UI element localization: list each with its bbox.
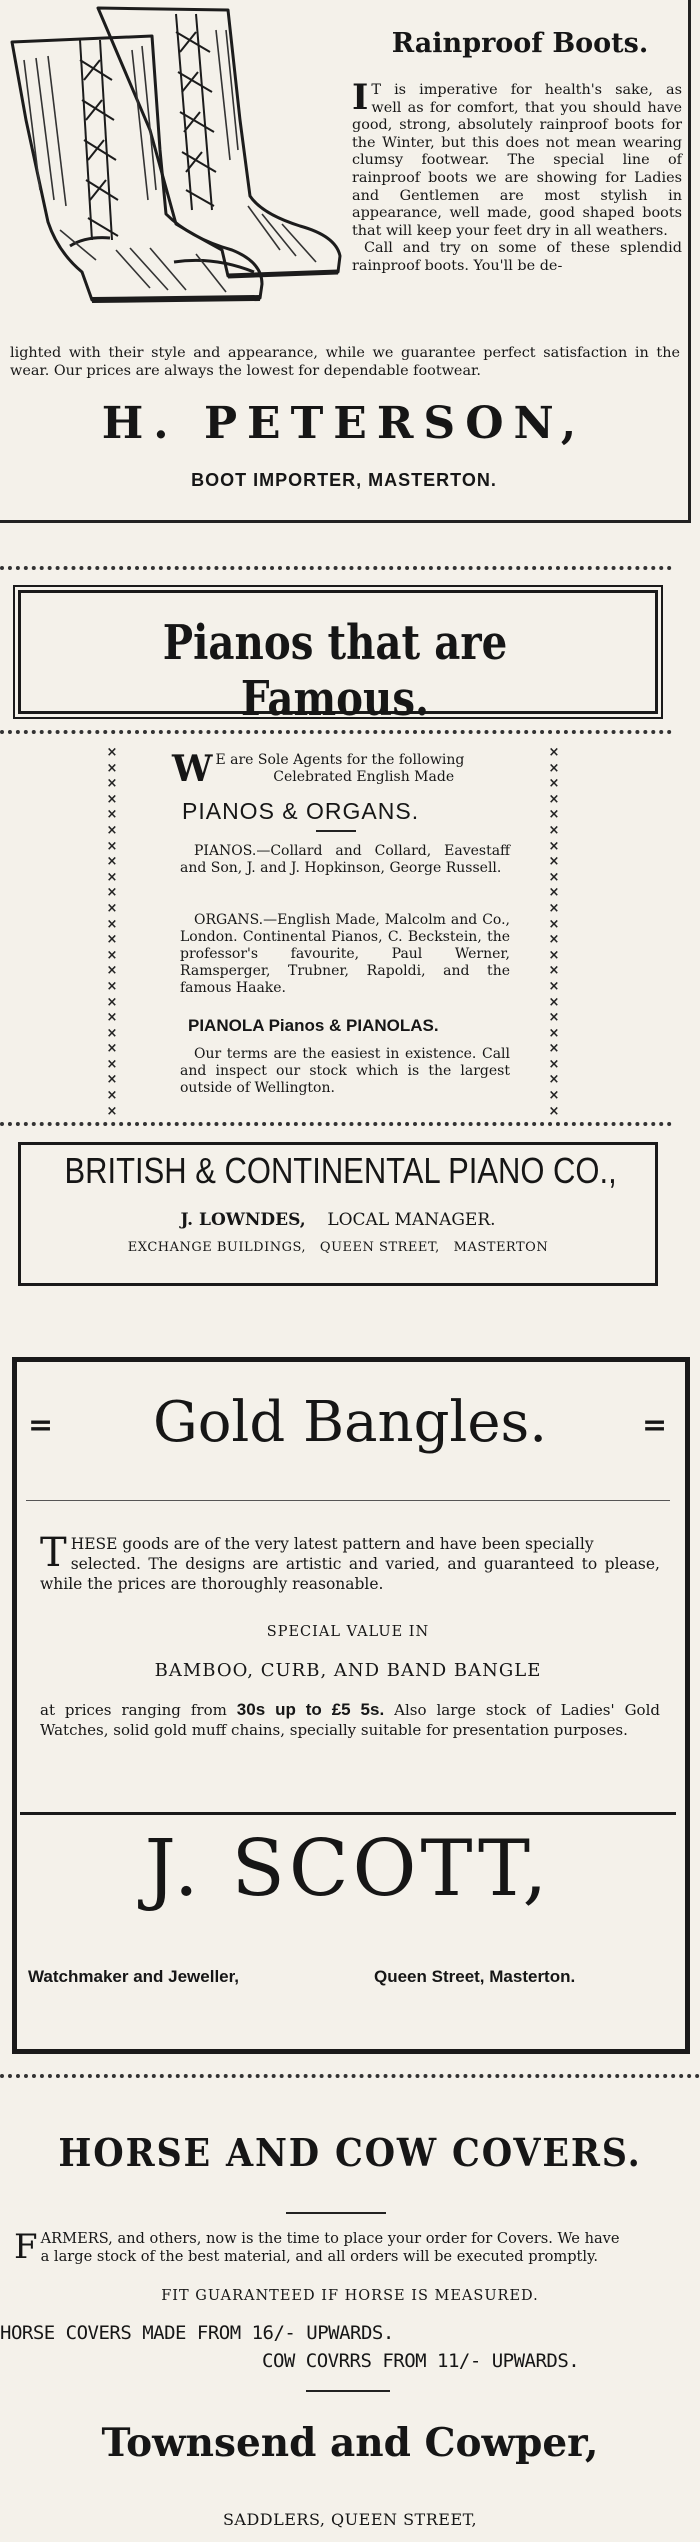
bangles-body-rest: selected. The designs are artistic and varied, and guaranteed to please, while the prices are thoroughly reasonable. xyxy=(40,1555,660,1593)
pianos-intro-line2: Celebrated English Made xyxy=(273,769,455,785)
pianos-intro-line1: E are Sole Agents for the following xyxy=(215,752,465,768)
covers-body-line1: ARMERS, and others, now is the time to place your order for Covers. We have xyxy=(40,2230,620,2247)
ad-border-bottom xyxy=(0,520,691,523)
pianos-category: PIANOS & ORGANS. xyxy=(182,798,420,824)
bangles-special: SPECIAL VALUE IN xyxy=(266,1624,430,1640)
saddlers-name: Townsend and Cowper, xyxy=(101,2420,599,2466)
boots-body-p2: Call and try on some of these splendid rainproof boots. You'll be de- xyxy=(352,240,682,274)
pianos-intro xyxy=(172,748,512,790)
boots-title: Rainproof Boots. xyxy=(391,28,649,59)
separator-rule xyxy=(0,2074,700,2078)
manager-title: LOCAL MANAGER. xyxy=(327,1210,496,1230)
bangles-body xyxy=(40,1530,660,1594)
short-rule xyxy=(286,2212,386,2214)
boots-drop-cap: I xyxy=(352,77,369,118)
covers-fit: FIT GUARANTEED IF HORSE IS MEASURED. xyxy=(161,2288,539,2304)
cow-cover-price: COW COVRRS FROM 11/- UPWARDS. xyxy=(262,2350,580,2372)
covers-body xyxy=(14,2227,700,2267)
ad-border-right xyxy=(688,0,691,522)
short-rule xyxy=(306,2390,390,2392)
boots-body-first-line: T is imperative for health's sake, as xyxy=(371,82,682,98)
side-mark-right: = xyxy=(642,1408,668,1443)
bangles-rule xyxy=(26,1500,670,1501)
organs-brands: ORGANS.—English Made, Malcolm and Co., London. Continental Pianos, C. Beckstein, the professor's favourite, Paul Werner, Ramsperger, Trubner, Rapoldi, and the famous Haake. xyxy=(180,912,510,996)
piano-manager xyxy=(20,1210,656,1230)
covers-headline: HORSE AND COW COVERS. xyxy=(58,2130,642,2175)
covers-body-line2: a large stock of the best material, and all orders will be executed promptly. xyxy=(40,2248,599,2265)
saddlers-address: SADDLERS, QUEEN STREET, xyxy=(222,2510,478,2529)
pianos-drop-cap: W xyxy=(172,748,213,790)
bangles-body-line1: HESE goods are of the very latest pattern and have been specially xyxy=(70,1535,594,1553)
separator-rule xyxy=(0,730,672,734)
pianos-headline: Pianos that are Famous. xyxy=(162,615,508,727)
pianos-terms: Our terms are the easiest in existence. Call and inspect our stock which is the largest outside of Wellington. xyxy=(180,1046,510,1096)
boots-illustration xyxy=(0,0,345,305)
pianos-brands: PIANOS.—Collard and Collard, Eavestaff and Son, J. and J. Hopkinson, George Russell. xyxy=(180,843,510,876)
x-border-right: × × × × × × × × × × × × × × × × × × × × × × × × xyxy=(548,745,560,1115)
bangles-headline: Gold Bangles. xyxy=(152,1390,548,1455)
separator-rule xyxy=(0,566,672,570)
short-rule xyxy=(316,830,356,832)
boots-body-p1: well as for comfort, that you should have good, strong, absolutely rainproof boots for the Winter, but this does not mean wearing clumsy footwear. The special line of rainproof boots we are showing for Ladies and Gentlemen are most stylish in appearance, well made, good shaped boots that will keep your feet dry in all weathers. xyxy=(352,99,682,239)
price-prefix: at prices ranging from xyxy=(40,1701,227,1719)
bangles-drop-cap: T xyxy=(40,1530,67,1576)
horse-cover-price: HORSE COVERS MADE FROM 16/- UPWARDS. xyxy=(0,2322,394,2344)
covers-drop-cap: F xyxy=(14,2227,38,2267)
bangles-types: BAMBOO, CURB, AND BAND BANGLE xyxy=(154,1660,542,1681)
jeweller-trade: Watchmaker and Jeweller, xyxy=(28,1967,240,1986)
merchant-name: H. PETERSON, xyxy=(101,398,587,449)
price-range: 30s up to £5 5s. xyxy=(236,1700,385,1719)
boots-body-wide: lighted with their style and appearance, while we guarantee perfect satisfaction in the wear. Our prices are always the lowest for dependable footwear. xyxy=(10,345,680,379)
merchant-subtitle: BOOT IMPORTER, MASTERTON. xyxy=(191,470,497,490)
bangles-prices xyxy=(40,1700,660,1740)
piano-company: BRITISH & CONTINENTAL PIANO CO., xyxy=(64,1150,617,1191)
price-suffix: Also large stock of Ladies' Gold Watches, solid gold muff chains, specially suitable for presentation purposes. xyxy=(40,1701,660,1739)
jeweller-name: J. SCOTT, xyxy=(144,1824,552,1914)
manager-name: J. LOWNDES, xyxy=(180,1210,306,1230)
x-border-left: × × × × × × × × × × × × × × × × × × × × × × × × xyxy=(106,745,118,1115)
boots-body-top xyxy=(352,77,682,276)
separator-rule xyxy=(0,1122,672,1126)
side-mark-left: = xyxy=(28,1408,54,1443)
bangles-divider xyxy=(20,1812,676,1815)
piano-address: EXCHANGE BUILDINGS, QUEEN STREET, MASTERTON xyxy=(127,1240,549,1255)
jeweller-location: Queen Street, Masterton. xyxy=(374,1967,576,1986)
pianola-line: PIANOLA Pianos & PIANOLAS. xyxy=(188,1016,439,1035)
